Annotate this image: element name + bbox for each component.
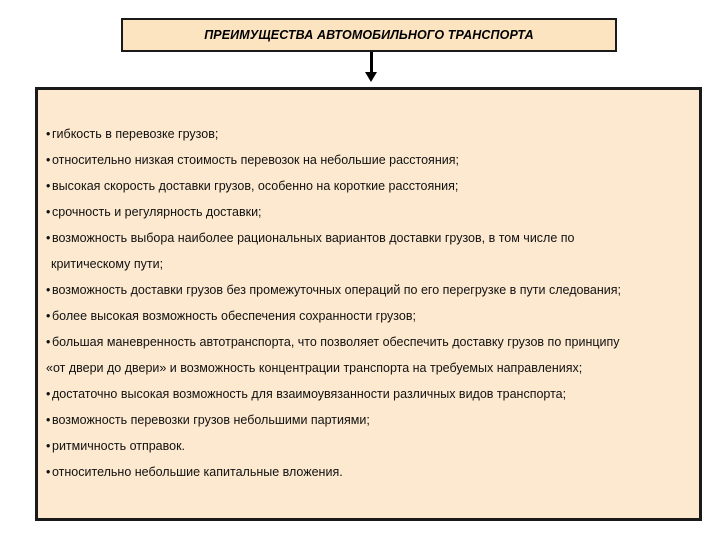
list-item [46,284,621,297]
bullet-icon: • [46,309,51,323]
list-item-text: возможность выбора наиболее рациональных вариантов доставки грузов, в том числе по [52,231,575,245]
bullet-icon: • [46,465,51,479]
advantages-list [46,128,621,492]
list-item [46,388,621,401]
bullet-icon: • [46,413,51,427]
list-item [46,414,621,427]
list-item [46,310,621,323]
list-item-text: более высокая возможность обеспечения сохранности грузов; [52,309,416,323]
list-item [46,180,621,193]
list-item [46,336,621,349]
list-item-text: относительно небольшие капитальные вложения. [52,465,343,479]
bullet-icon: • [46,387,51,401]
list-item [46,232,621,245]
list-item-text: гибкость в перевозке грузов; [52,127,219,141]
bullet-icon: • [46,127,51,141]
list-item [46,206,621,219]
bullet-icon: • [46,439,51,453]
bullet-icon: • [46,179,51,193]
bullet-icon: • [46,153,51,167]
list-item-text: ритмичность отправок. [52,439,186,453]
bullet-icon: • [46,205,51,219]
list-item [46,154,621,167]
list-item-text: возможность доставки грузов без промежуточных операций по его перегрузке в пути следования; [52,283,622,297]
list-item-text: срочность и регулярность доставки; [52,205,262,219]
arrow-down-icon [365,72,377,82]
advantages-box [35,87,702,521]
bullet-icon: • [46,283,51,297]
list-item-continuation [46,362,621,375]
list-item-text: большая маневренность автотранспорта, что позволяет обеспечить доставку грузов по принципу [52,335,620,349]
list-item [46,466,621,479]
list-item-text: возможность перевозки грузов небольшими партиями; [52,413,370,427]
list-item [46,440,621,453]
title-box [121,18,617,52]
bullet-icon: • [46,335,51,349]
connector-arrow-shaft [370,52,373,73]
list-item-text: достаточно высокая возможность для взаимоувязанности различных видов транспорта; [52,387,567,401]
list-item-text: высокая скорость доставки грузов, особенно на короткие расстояния; [52,179,459,193]
list-item-text: критическому пути; [51,257,164,271]
diagram-title: ПРЕИМУЩЕСТВА АВТОМОБИЛЬНОГО ТРАНСПОРТА [204,28,534,42]
list-item-text: «от двери до двери» и возможность концентрации транспорта на требуемых направлениях; [46,361,583,375]
list-item-text: относительно низкая стоимость перевозок на небольшие расстояния; [52,153,459,167]
list-item-continuation [46,258,621,271]
bullet-icon: • [46,231,51,245]
list-item [46,128,621,141]
